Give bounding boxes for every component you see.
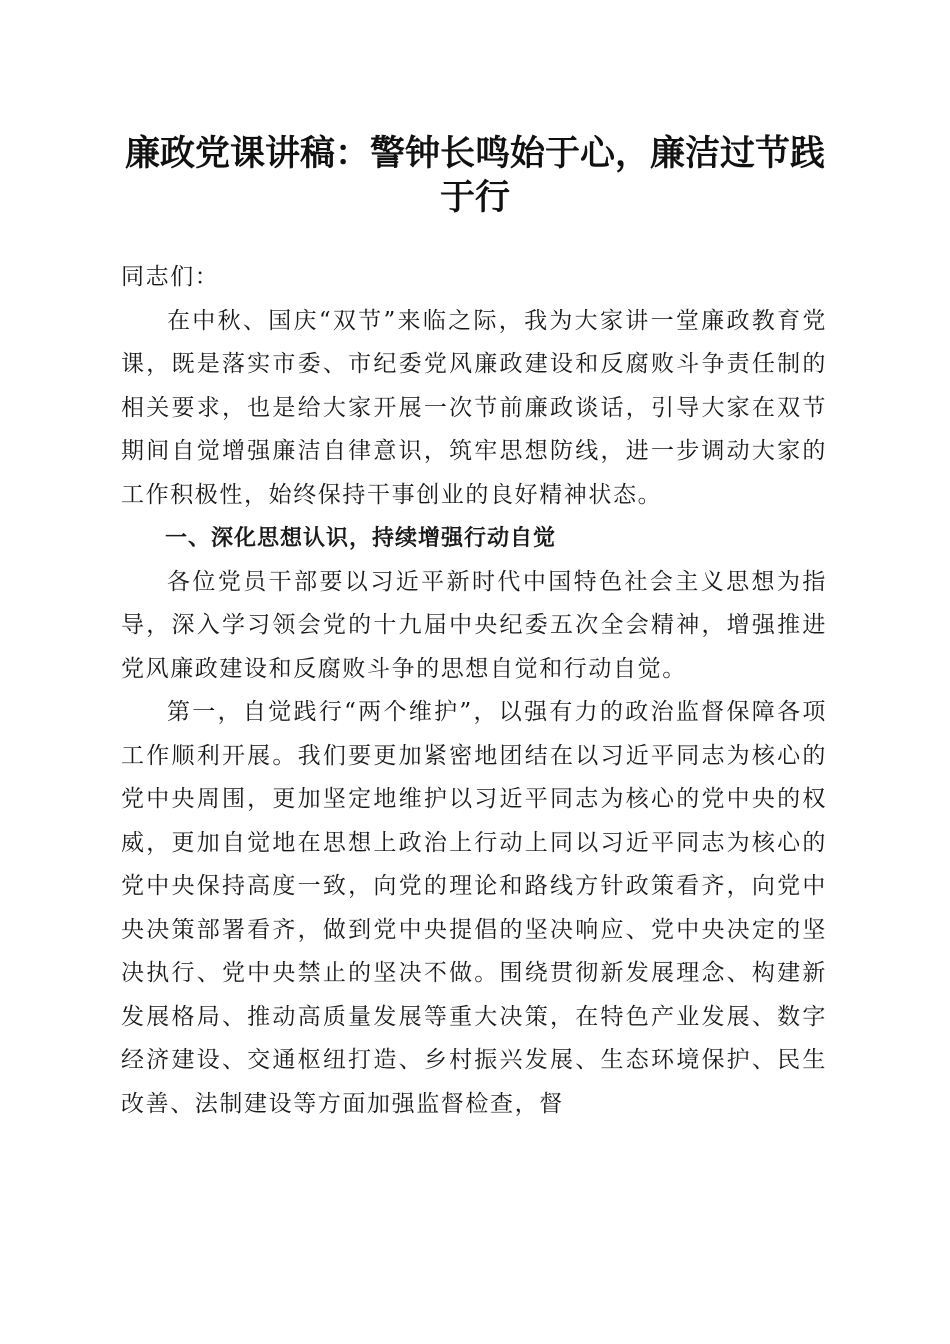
- point-one-paragraph: 第一，自觉践行“两个维护”，以强有力的政治监督保障各项工作顺利开展。我们要更加紧密地团结在以习近平同志为核心的党中央周围，更加坚定地维护以习近平同志为核心的党中央的权威，更加自觉地在思想上政治上行动上同以习近平同志为核心的党中央保持高度一致，向党的理论和路线方针政策看齐，向党中央决策部署看齐，做到党中央提倡的坚决响应、党中央决定的坚决执行、党中央禁止的坚决不做。围绕贯彻新发展理念、构建新发展格局、推动高质量发展等重大决策，在特色产业发展、数字经济建设、交通枢纽打造、乡村振兴发展、生态环境保护、民生改善、法制建设等方面加强监督检查，督: [121, 699, 827, 1117]
- document-body: [121, 256, 827, 1126]
- section-paragraph: 各位党员干部要以习近平新时代中国特色社会主义思想为指导，深入学习领会党的十九届中央纪委五次全会精神，增强推进党风廉政建设和反腐败斗争的思想自觉和行动自觉。: [121, 568, 827, 682]
- section-heading-1: 一、深化思想认识，持续增强行动自觉: [165, 526, 557, 551]
- salutation: 同志们：: [121, 264, 220, 290]
- intro-paragraph: 在中秋、国庆“双节”来临之际，我为大家讲一堂廉政教育党课，既是落实市委、市纪委党风廉政建设和反腐败斗争责任制的相关要求，也是给大家开展一次节前廉政谈话，引导大家在双节期间自觉增强廉洁自律意识，筑牢思想防线，进一步调动大家的工作积极性，始终保持干事创业的良好精神状态。: [121, 307, 827, 508]
- document-title: 廉政党课讲稿：警钟长鸣始于心，廉洁过节践于行: [124, 133, 825, 218]
